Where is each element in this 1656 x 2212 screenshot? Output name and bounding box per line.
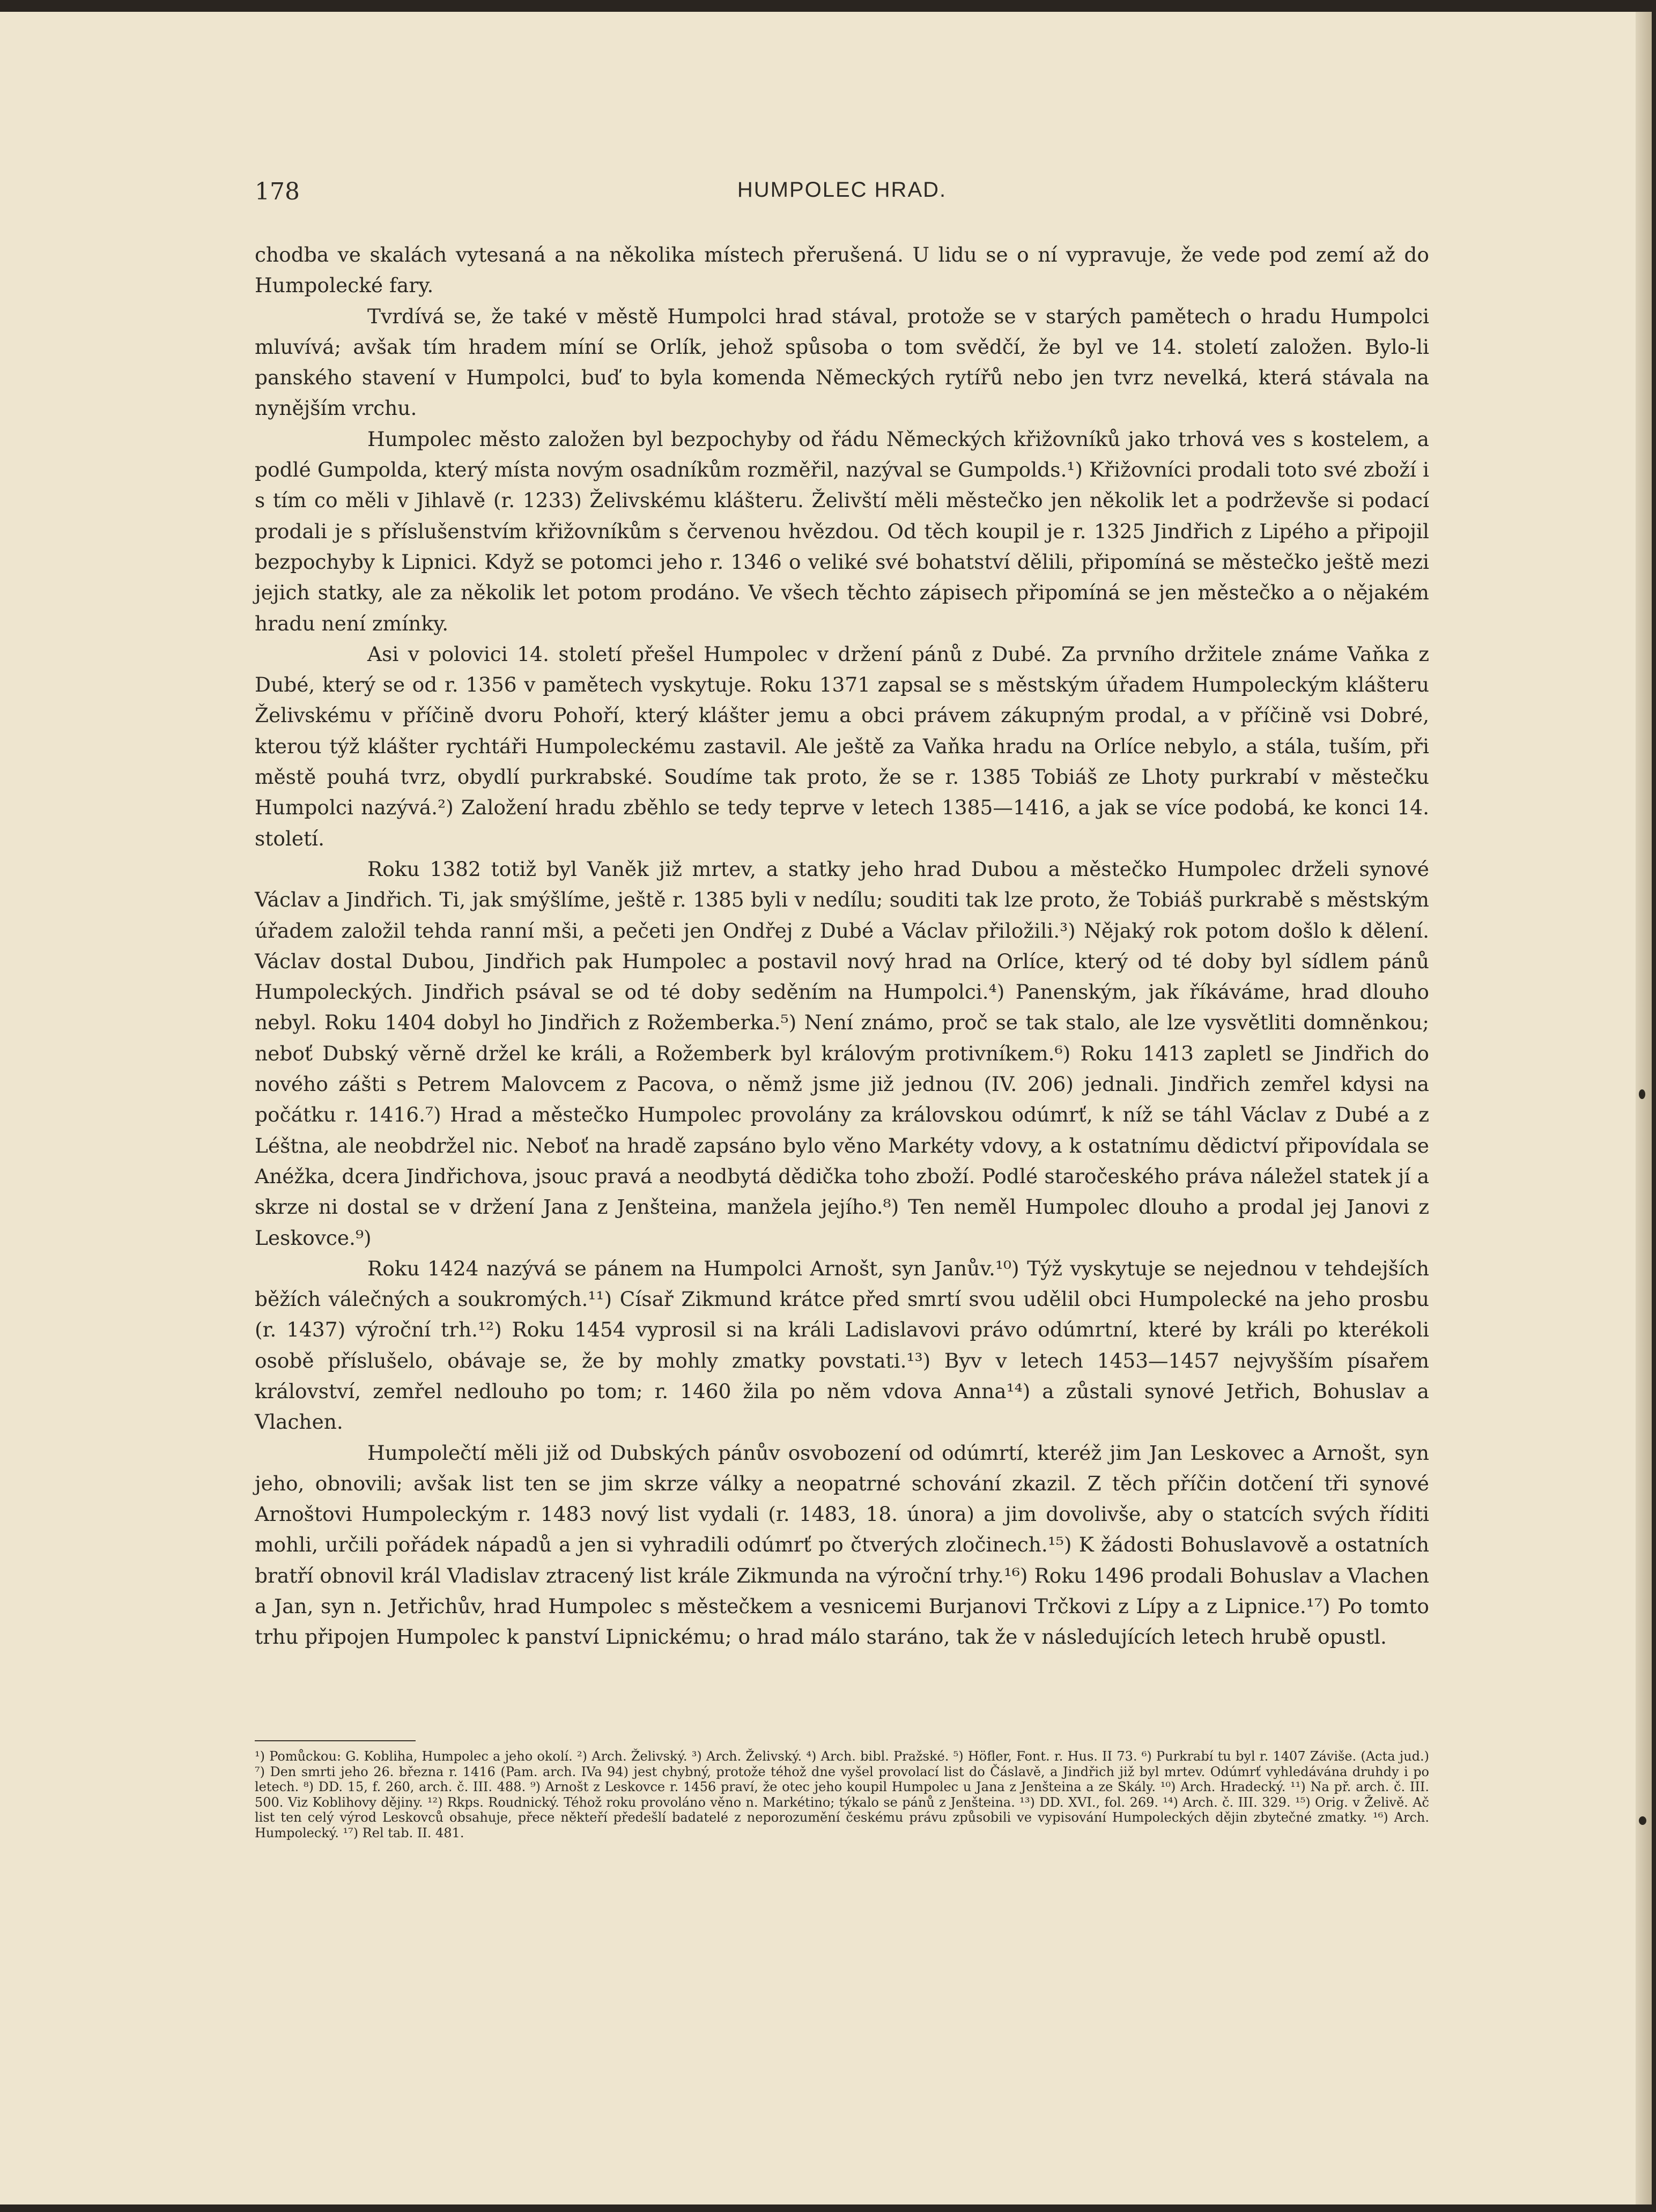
page-number: 178	[255, 178, 300, 205]
paragraph-2: Tvrdívá se, že také v městě Humpolci hrad stával, protože se v starých pamětech o hradu Humpolci mluvívá; avšak tím hradem míní se Orlík, jehož spůsoba o tom svědčí, že byl ve 14. století založen. Bylo-li panského stavení v Humpolci, buď to byla komenda Německých rytířů nebo jen tvrz nevelká, která stávala na nynějším vrchu.	[255, 304, 1429, 420]
paragraph-4: Asi v polovici 14. století přešel Humpolec v držení pánů z Dubé. Za prvního držitele známe Vaňka z Dubé, který se od r. 1356 v pamětech vyskytuje. Roku 1371 zapsal se s městským úřadem Humpoleckým klášteru Želivskému v příčině dvoru Pohoří, který klášter jemu a obci právem zákupným prodal, a v příčině vsi Dobré, kterou týž klášter rychtáři Humpoleckému zastavil. Ale ještě za Vaňka hradu na Orlíce nebylo, a stála, tuším, při městě pouhá tvrz, obydlí purkrabské. Soudíme tak proto, že se r. 1385 Tobiáš ze Lhoty purkrabí v městečku Humpolci nazývá.²) Založení hradu zběhlo se tedy teprve v letech 1385—1416, a jak se více podobá, ke konci 14. století.	[255, 642, 1429, 850]
margin-mark	[1639, 1089, 1645, 1099]
main-text	[255, 240, 1429, 1653]
margin-mark	[1639, 1816, 1646, 1825]
book-page	[0, 12, 1652, 2204]
paragraph-1: chodba ve skalách vytesaná a na několika místech přerušená. U lidu se o ní vypravuje, že vede pod zemí až do Humpolecké fary.	[255, 243, 1429, 298]
running-title: HUMPOLEC HRAD.	[737, 178, 947, 202]
paragraph-3: Humpolec město založen byl bezpochyby od řádu Německých křižovníků jako trhová ves s kostelem, a podlé Gumpolda, který místa novým osadníkům rozměřil, nazýval se Gumpolds.¹) Křižovníci prodali toto své zboží i s tím co měli v Jihlavě (r. 1233) Želivskému klášteru. Želivští měli městečko jen několik let a podrževše si podací prodali je s příslušenstvím křižovníkům s červenou hvězdou. Od těch koupil je r. 1325 Jindřich z Lipého a připojil bezpochyby k Lipnici. Když se potomci jeho r. 1346 o veliké své bohatství dělili, připomíná se městečko ještě mezi jejich statky, ale za několik let potom prodáno. Ve všech těchto zápisech připomíná se jen městečko a o nějakém hradu není zmínky.	[255, 427, 1429, 635]
footnote-divider	[255, 1740, 416, 1741]
paragraph-7: Humpolečtí měli již od Dubských pánův osvobození od odúmrtí, kteréž jim Jan Leskovec a Arnošt, syn jeho, obnovili; avšak list ten se jim skrze války a neopatrné schování zkazil. Z těch příčin dotčení tři synové Arnoštovi Humpoleckým r. 1483 nový list vydali (r. 1483, 18. února) a jim dovolivše, aby o statcích svých říditi mohli, určili pořádek nápadů a jen si vyhradili odúmrť po čtverých zločinech.¹⁵) K žádosti Bohuslavově a ostatních bratří obnovil král Vladislav ztracený list krále Zikmunda na výroční trhy.¹⁶) Roku 1496 prodali Bohuslav a Vlachen a Jan, syn n. Jetřichův, hrad Humpolec s městečkem a vesnicemi Burjanovi Trčkovi z Lípy a z Lipnice.¹⁷) Po tomto trhu připojen Humpolec k panství Lipnickému; o hrad málo staráno, tak že v následujících letech hrubě opustl.	[255, 1441, 1429, 1649]
paragraph-6: Roku 1424 nazývá se pánem na Humpolci Arnošt, syn Janův.¹⁰) Týž vyskytuje se nejednou v tehdejších běžích válečných a soukromých.¹¹) Císař Zikmund krátce před smrtí svou udělil obci Humpolecké na jeho prosbu (r. 1437) výroční trh.¹²) Roku 1454 vyprosil si na králi Ladislavovi právo odúmrtní, které by králi po kterékoli osobě příslušelo, obávaje se, že by mohly zmatky povstati.¹³) Byv v letech 1453—1457 nejvyšším písařem království, zemřel nedlouho po tom; r. 1460 žila po něm vdova Anna¹⁴) a zůstali synové Jetřich, Bohuslav a Vlachen.	[255, 1256, 1429, 1434]
paragraph-5: Roku 1382 totiž byl Vaněk již mrtev, a statky jeho hrad Dubou a městečko Humpolec drželi synové Václav a Jindřich. Ti, jak smýšlíme, ještě r. 1385 byli v nedílu; souditi tak lze proto, že Tobiáš purkrabě s městským úřadem založil tehda ranní mši, a pečeti jen Ondřej z Dubé a Václav přiložili.³) Nějaký rok potom došlo k dělení. Václav dostal Dubou, Jindřich pak Humpolec a postavil nový hrad na Orlíce, který od té doby byl sídlem pánů Humpoleckých. Jindřich psával se od té doby seděním na Humpolci.⁴) Panenským, jak říkáváme, hrad dlouho nebyl. Roku 1404 dobyl ho Jindřich z Rožemberka.⁵) Není známo, proč se tak stalo, ale lze vysvětliti domněnkou; neboť Dubský věrně držel ke králi, a Rožemberk byl královým protivníkem.⁶) Roku 1413 zapletl se Jindřich do nového zášti s Petrem Malovcem z Pacova, o němž jsme již jednou (IV. 206) jednali. Jindřich zemřel kdysi na počátku r. 1416.⁷) Hrad a městečko Humpolec provolány za královskou odúmrť, k níž se táhl Václav z Dubé a z Léštna, ale neobdržel nic. Neboť na hradě zapsáno bylo věno Markéty vdovy, a k ostatnímu dědictví připovídala se Anéžka, dcera Jindřichova, jsouc pravá a neodbytá dědička toho zboží. Podlé staročeského práva náležel statek jí a skrze ni dostal se v držení Jana z Jenšteina, manžela jejího.⁸) Ten neměl Humpolec dlouho a prodal jej Janovi z Leskovce.⁹)	[255, 857, 1429, 1250]
page-edge	[1636, 12, 1652, 2204]
footnotes: ¹) Pomůckou: G. Kobliha, Humpolec a jeho okolí. ²) Arch. Želivský. ³) Arch. Želivský. ⁴) Arch. bibl. Pražské. ⁵) Höfler, Font. r. Hus. II 73. ⁶) Purkrabí tu byl r. 1407 Záviše. (Acta jud.) ⁷) Den smrti jeho 26. března r. 1416 (Pam. arch. IVa 94) jest chybný, protože téhož dne vyšel provolací list do Čáslavě, a Jindřich již byl mrtev. Odúmrť vyhledávána druhdy i po letech. ⁸) DD. 15, f. 260, arch. č. III. 488. ⁹) Arnošt z Leskovce r. 1456 praví, že otec jeho koupil Humpolec u Jana z Jenšteina a ze Skály. ¹⁰) Arch. Hradecký. ¹¹) Na př. arch. č. III. 500. Viz Koblihovy dějiny. ¹²) Rkps. Roudnický. Téhož roku provoláno věno n. Markétino; týkalo se pánů z Jenšteina. ¹³) DD. XVI., fol. 269. ¹⁴) Arch. č. III. 329. ¹⁵) Orig. v Želivě. Ač list ten celý výrod Leskovců obsahuje, přece někteří předešlí badatelé z neporozumění českému právu způsobili ve vypisování Humpoleckých dějin zbytečné zmatky. ¹⁶) Arch. Humpolecký. ¹⁷) Rel tab. II. 481.	[255, 1749, 1429, 1840]
page-header	[255, 173, 1429, 221]
